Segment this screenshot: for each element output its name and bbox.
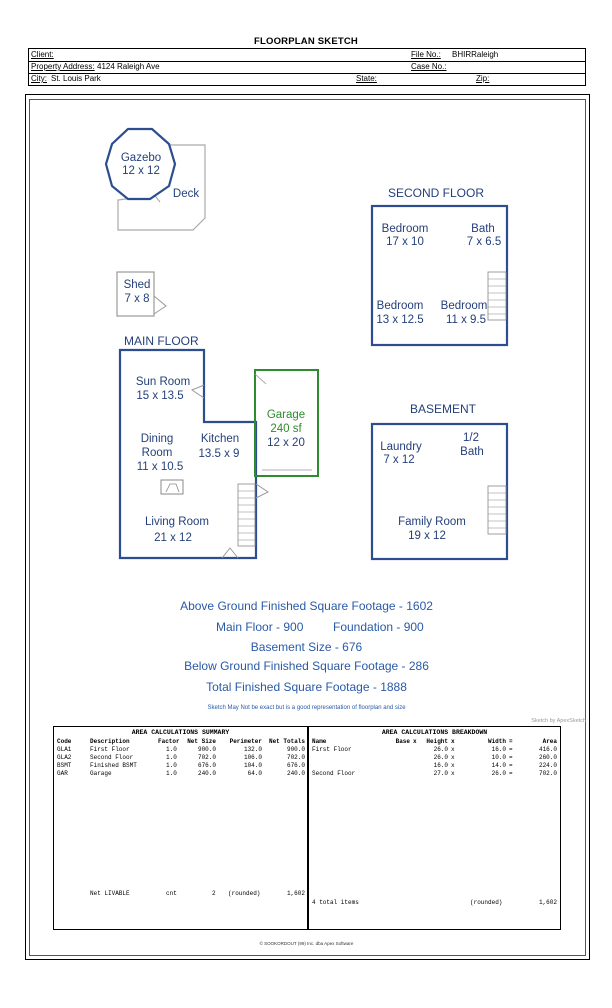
case-no-label: Case No.:: [411, 62, 447, 71]
garage-size: 12 x 20: [267, 437, 305, 449]
summary-net-size: 240.0: [197, 770, 216, 777]
summary-header-code: Code: [57, 738, 72, 745]
laundry-label: Laundry: [380, 441, 422, 453]
breakdown-header-name: Name: [312, 738, 327, 745]
family-room-size: 19 x 12: [408, 530, 446, 542]
net-livable-cnt: cnt: [166, 890, 177, 897]
breakdown-equals: =: [509, 754, 513, 761]
summary-factor: 1.0: [166, 770, 177, 777]
basement-size: Basement Size - 676: [250, 640, 363, 654]
bedroom-2-label: Bedroom: [376, 300, 424, 312]
living-room-size: 21 x 12: [154, 532, 192, 544]
address-label: Property Address:: [31, 62, 95, 71]
kitchen-size: 13.5 x 9: [198, 448, 240, 460]
total-items-label: 4 total items: [312, 899, 359, 906]
summary-factor: 1.0: [166, 754, 177, 761]
breakdown-rounded: (rounded): [470, 899, 503, 906]
summary-header-factor: Factor: [158, 738, 180, 745]
main-floor-heading: MAIN FLOOR: [124, 334, 199, 348]
breakdown-area: 224.0: [538, 762, 557, 769]
bedroom-1-size: 17 x 10: [386, 236, 424, 248]
breakdown-width: 14.0: [491, 762, 506, 769]
gazebo-label: Gazebo: [120, 152, 162, 164]
summary-header-perimeter: Perimeter: [229, 738, 262, 745]
summary-perimeter: 104.0: [243, 762, 262, 769]
laundry-size: 7 x 12: [383, 454, 415, 466]
zip-label: Zip:: [476, 74, 490, 83]
table-divider: [307, 727, 309, 929]
kitchen-label: Kitchen: [200, 433, 240, 445]
deck-label: Deck: [172, 188, 200, 200]
breakdown-height: 26.0: [433, 754, 448, 761]
second-floor-heading: SECOND FLOOR: [387, 186, 485, 200]
summary-factor: 1.0: [166, 746, 177, 753]
net-livable-rounded: (rounded): [228, 890, 261, 897]
breakdown-area: 416.0: [538, 746, 557, 753]
bedroom-2-size: 13 x 12.5: [376, 314, 424, 326]
garage-label: Garage: [266, 409, 306, 421]
breakdown-height: 16.0: [433, 762, 448, 769]
area-calculations: [53, 726, 561, 930]
main-floor-sqft: Main Floor - 900: [216, 620, 304, 634]
summary-net-total: 900.0: [286, 746, 305, 753]
half-bath-label-2: Bath: [460, 446, 484, 458]
summary-header-net-size: Net Size: [187, 738, 216, 745]
net-livable-label: Net LIVABLE: [90, 890, 130, 897]
breakdown-total: 1,602: [538, 899, 557, 906]
page-title: FLOORPLAN SKETCH: [253, 36, 358, 47]
breakdown-header-height: Height: [426, 738, 448, 745]
gazebo-size: 12 x 12: [122, 165, 160, 177]
summary-code: GLA2: [57, 754, 72, 761]
summary-net-total: 240.0: [286, 770, 305, 777]
breakdown-x: x: [451, 746, 455, 753]
breakdown-header-base: Base: [395, 738, 410, 745]
summary-code: BSMT: [57, 762, 72, 769]
city-value: St. Louis Park: [51, 74, 101, 83]
breakdown-name: Second Floor: [312, 770, 356, 777]
summary-description: First Floor: [90, 746, 130, 753]
summary-description: Finished BSMT: [90, 762, 137, 769]
sun-room-size: 15 x 13.5: [136, 390, 184, 402]
main-floor-stairs: [238, 484, 255, 546]
breakdown-width: 26.0: [491, 770, 506, 777]
summary-net-size: 900.0: [197, 746, 216, 753]
address-value: 4124 Raleigh Ave: [97, 62, 160, 71]
bedroom-3-label: Bedroom: [440, 300, 488, 312]
summary-net-total: 702.0: [286, 754, 305, 761]
breakdown-width: 16.0: [491, 746, 506, 753]
breakdown-equals: =: [509, 770, 513, 777]
breakdown-height: 27.0: [433, 770, 448, 777]
net-livable-total: 1,602: [286, 890, 305, 897]
breakdown-x: x: [451, 754, 455, 761]
total-finished-sqft: Total Finished Square Footage - 1888: [206, 680, 407, 694]
summary-header-description: Description: [90, 738, 130, 745]
area-breakdown-title: AREA CALCULATIONS BREAKDOWN: [381, 729, 488, 736]
foundation-sqft: Foundation - 900: [333, 620, 424, 634]
living-room-label: Living Room: [145, 516, 209, 528]
breakdown-header-width: Width: [487, 738, 506, 745]
bath-label: Bath: [471, 223, 495, 235]
summary-net-total: 676.0: [286, 762, 305, 769]
summary-perimeter: 132.0: [243, 746, 262, 753]
breakdown-header-equals: =: [509, 738, 513, 745]
sketch-note: Sketch May Not be exact but is a good representation of floorplan and size: [207, 705, 406, 711]
summary-description: Second Floor: [90, 754, 134, 761]
breakdown-name: First Floor: [312, 746, 352, 753]
breakdown-width: 10.0: [491, 754, 506, 761]
summary-net-size: 676.0: [197, 762, 216, 769]
file-no-value: BHIRRaleigh: [452, 50, 499, 59]
breakdown-header-x2: x: [451, 738, 455, 745]
summary-code: GLA1: [57, 746, 72, 753]
net-livable-count: 2: [212, 890, 216, 897]
breakdown-header-x1: x: [413, 738, 417, 745]
dining-label: Dining: [140, 433, 174, 445]
summary-header-net-totals: Net Totals: [268, 738, 305, 745]
area-summary-title: AREA CALCULATIONS SUMMARY: [131, 729, 230, 736]
gazebo-outline: [106, 129, 175, 199]
summary-net-size: 702.0: [197, 754, 216, 761]
summary-perimeter: 106.0: [243, 754, 262, 761]
dining-label-2: Room: [141, 447, 173, 459]
basement-heading: BASEMENT: [409, 402, 477, 416]
summary-factor: 1.0: [166, 762, 177, 769]
copyright: © SOOKORDOUT (99) Inc. dba Apex Software: [259, 941, 354, 946]
shed-label: Shed: [123, 279, 151, 291]
breakdown-x: x: [451, 770, 455, 777]
bedroom-3-size: 11 x 9.5: [445, 314, 487, 326]
summary-description: Garage: [90, 770, 112, 777]
breakdown-equals: =: [509, 746, 513, 753]
shed-size: 7 x 8: [124, 293, 150, 305]
city-label: City:: [31, 74, 47, 83]
state-label: State:: [356, 74, 377, 83]
below-ground-sqft: Below Ground Finished Square Footage - 286: [184, 659, 429, 673]
half-bath-label: 1/2: [463, 432, 479, 444]
bath-size: 7 x 6.5: [466, 236, 502, 248]
breakdown-height: 26.0: [433, 746, 448, 753]
family-room-label: Family Room: [398, 516, 466, 528]
breakdown-x: x: [451, 762, 455, 769]
above-ground-sqft: Above Ground Finished Square Footage - 1602: [180, 599, 433, 613]
breakdown-area: 260.0: [538, 754, 557, 761]
breakdown-area: 702.0: [538, 770, 557, 777]
dining-size: 11 x 10.5: [136, 461, 184, 473]
sun-room-label: Sun Room: [135, 376, 191, 388]
file-no-label: File No.:: [411, 50, 441, 59]
breakdown-equals: =: [509, 762, 513, 769]
apex-credit: Sketch by ApexSketch: [531, 718, 586, 724]
bedroom-1-label: Bedroom: [381, 223, 429, 235]
client-label: Client:: [31, 50, 54, 59]
garage-sf: 240 sf: [270, 423, 302, 435]
summary-perimeter: 64.0: [247, 770, 262, 777]
summary-code: GAR: [57, 770, 68, 777]
breakdown-header-area: Area: [542, 738, 557, 745]
